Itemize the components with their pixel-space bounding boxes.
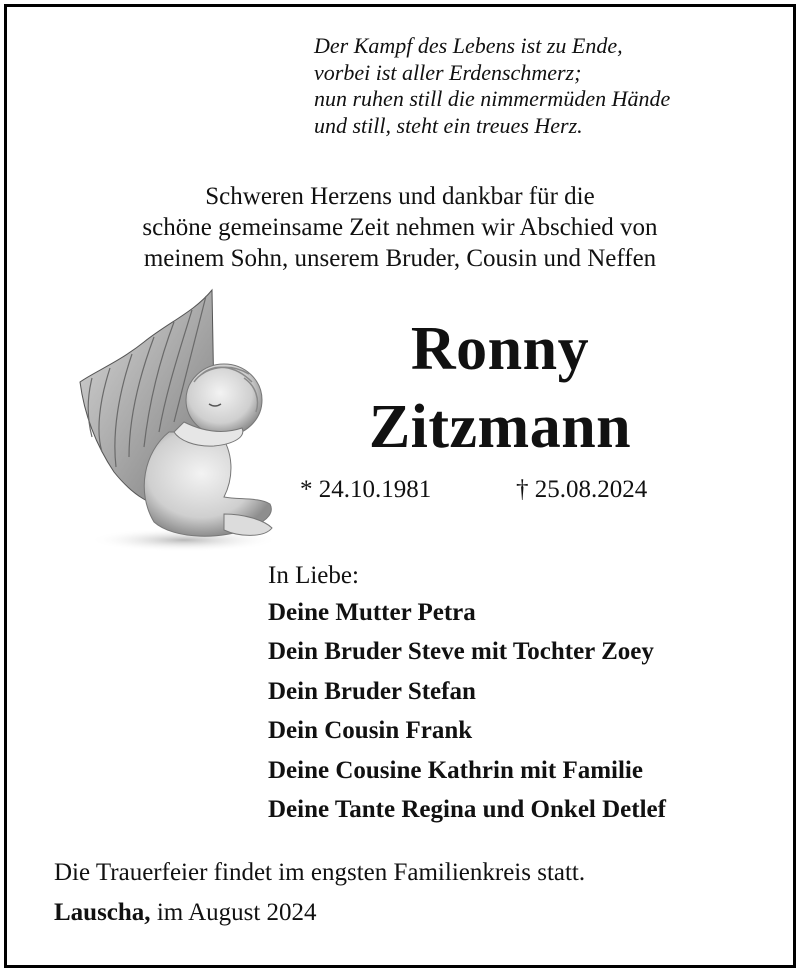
intro-line: Schweren Herzens und dankbar für die xyxy=(205,183,595,210)
notice-date: im August 2024 xyxy=(156,899,317,926)
list-item: Dein Cousin Frank xyxy=(268,717,473,745)
sleeping-angel-icon xyxy=(74,282,284,557)
death-date: † 25.08.2024 xyxy=(516,476,648,503)
deceased-last-name: Zitzmann xyxy=(368,393,632,461)
birth-date: * 24.10.1981 xyxy=(300,476,432,503)
mourners-list xyxy=(268,597,666,833)
place-date-line xyxy=(54,898,317,928)
deceased-first-name: Ronny xyxy=(410,315,590,383)
poem-line: vorbei ist aller Erdenschmerz; xyxy=(314,59,582,85)
list-item: Deine Tante Regina und Onkel Detlef xyxy=(268,795,666,823)
poem xyxy=(314,33,784,139)
place-name: Lauscha, xyxy=(54,899,151,926)
poem-line: und still, steht ein treues Herz. xyxy=(314,112,583,138)
list-item: Dein Bruder Stefan xyxy=(268,677,476,705)
list-item: Deine Cousine Kathrin mit Familie xyxy=(268,756,643,784)
intro-text xyxy=(40,181,760,274)
list-item: Deine Mutter Petra xyxy=(268,599,476,626)
poem-line: nun ruhen still die nimmermüden Hände xyxy=(314,86,671,111)
intro-line: schöne gemeinsame Zeit nehmen wir Abschied von xyxy=(142,214,658,241)
list-item: Dein Bruder Steve mit Tochter Zoey xyxy=(268,638,654,666)
poem-line: Der Kampf des Lebens ist zu Ende, xyxy=(314,33,623,58)
mourners-label: In Liebe: xyxy=(268,562,359,589)
funeral-note: Die Trauerfeier findet im engsten Familienkreis statt. xyxy=(54,859,586,886)
intro-line: meinem Sohn, unserem Bruder, Cousin und Neffen xyxy=(143,245,657,272)
